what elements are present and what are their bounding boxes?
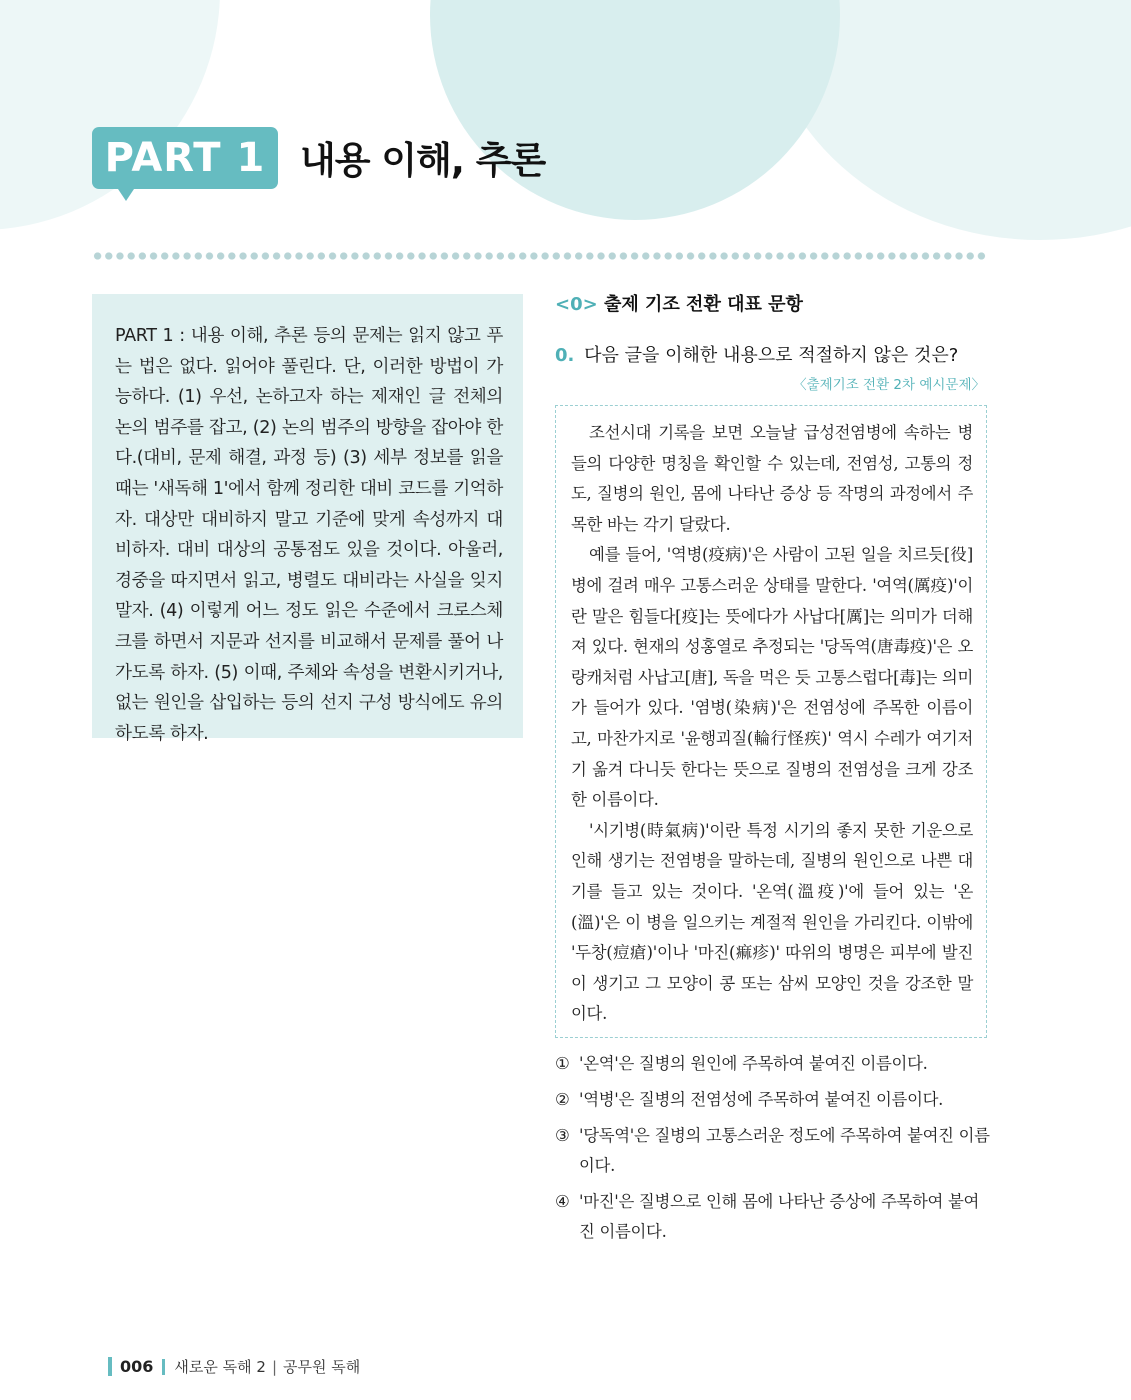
section-prefix: <0> (555, 294, 598, 315)
intro-text: PART 1 : 내용 이해, 추론 등의 문제는 읽지 않고 푸는 법은 없다. 읽어야 풀린다. 단, 이러한 방법이 가능하다. (1) 우선, 논하고자 하는 제재인 글 전체의 논의 범주를 잡고, (2) 논의 범주의 방향을 잡아야 한다.(대비, 문제 해결, 과정 등) (3) 세부 정보를 읽을 때는 '새독해 1'에서 함께 정리한 대비 코드를 기억하자. 대상만 대비하지 말고 기준에 맞게 속성까지 대비하자. 대비 대상의 공통점도 있을 것이다. 아울러, 경중을 따지면서 읽고, 병렬도 대비라는 사실을 잊지 말자. (4) 이렇게 어느 정도 읽은 수준에서 크로스체크를 하면서 지문과 선지를 비교해서 문제를 풀어 나가도록 하자. (5) 이때, 주체와 속성을 변환시키거나, 없는 원인을 삽입하는 등의 선지 구성 방식에도 유의하도록 하자. (115, 326, 503, 744)
intro-box (92, 294, 523, 744)
option-4-text: '마진'은 질병으로 인해 몸에 나타난 증상에 주목하여 붙여진 이름이다. (579, 1192, 980, 1241)
option-1-mark: ① (555, 1054, 570, 1073)
background-circle-center (430, 0, 840, 220)
footer-accent-bar (108, 1357, 112, 1376)
option-4-mark: ④ (555, 1192, 570, 1211)
option-1-text: '온역'은 질병의 원인에 주목하여 붙여진 이름이다. (579, 1054, 928, 1073)
option-2-mark: ② (555, 1090, 570, 1109)
answer-options (555, 1049, 991, 1253)
page-footer (108, 1356, 360, 1377)
option-3-text: '당독역'은 질병의 고통스러운 정도에 주목하여 붙여진 이름이다. (579, 1126, 990, 1175)
option-4[interactable] (555, 1187, 991, 1247)
passage-paragraph-1: 조선시대 기록을 보면 오늘날 급성전염병에 속하는 병들의 다양한 명칭을 확인할 수 있는데, 전염성, 고통의 정도, 질병의 원인, 몸에 나타난 증상 등 작명의 과정에서 주목한 바는 각기 달랐다. (571, 423, 973, 534)
question-prompt: 다음 글을 이해한 내용으로 적절하지 않은 것은? (584, 345, 959, 366)
option-3[interactable] (555, 1121, 991, 1181)
section-heading (555, 290, 803, 316)
footer-pipe: | (271, 1357, 277, 1376)
passage-paragraph-3: '시기병(時氣病)'이란 특정 시기의 좋지 못한 기운으로 인해 생기는 전염병을 말하는데, 질병의 원인으로 나쁜 대기를 들고 있는 것이다. '온역(溫疫)'에 들어 있는 '온(溫)'은 이 병을 일으키는 계절적 원인을 가리킨다. 이밖에 '두창(痘瘡)'이나 '마진(痲疹)' 따위의 병명은 피부에 발진이 생기고 그 모양이 콩 또는 삼씨 모양인 것을 강조한 말이다. (571, 820, 973, 1024)
option-2-text: '역병'은 질병의 전염성에 주목하여 붙여진 이름이다. (579, 1090, 944, 1109)
option-2[interactable] (555, 1085, 991, 1115)
part-badge-label: PART 1 (104, 135, 266, 181)
option-1[interactable] (555, 1049, 991, 1079)
footer-separator (162, 1359, 165, 1375)
passage-box (555, 405, 987, 1038)
dotted-divider (92, 252, 987, 260)
passage-paragraph-2: 예를 들어, '역병(疫病)'은 사람이 고된 일을 치르듯[役] 병에 걸려 매우 고통스러운 상태를 말한다. '여역(厲疫)'이란 말은 힘들다[疫]는 뜻에다가 사납다[厲]는 의미가 더해져 있다. 현재의 성홍열로 추정되는 '당독역(唐毒疫)'은 오랑캐처럼 사납고[唐], 독을 먹은 듯 고통스럽다[毒]는 의미가 들어가 있다. '염병(染病)'은 전염성에 주목한 이름이고, 마찬가지로 '윤행괴질(輪行怪疾)' 역시 수레가 여기저기 옮겨 다니듯 한다는 뜻으로 질병의 전염성을 크게 강조한 이름이다. (571, 545, 973, 810)
question-source: 〈출제기조 전환 2차 예시문제〉 (793, 377, 985, 393)
part-badge (92, 127, 278, 189)
question-prompt-line (555, 341, 995, 367)
page-number: 006 (120, 1357, 154, 1376)
background-circle-left (0, 0, 220, 230)
book-title: 새로운 독해 2 (174, 1358, 266, 1376)
section-title: 출제 기조 전환 대표 문항 (597, 294, 803, 315)
question-number: 0. (555, 345, 575, 366)
book-subtitle: 공무원 독해 (283, 1358, 361, 1376)
page-title: 내용 이해, 추론 (300, 139, 546, 182)
option-3-mark: ③ (555, 1126, 570, 1145)
